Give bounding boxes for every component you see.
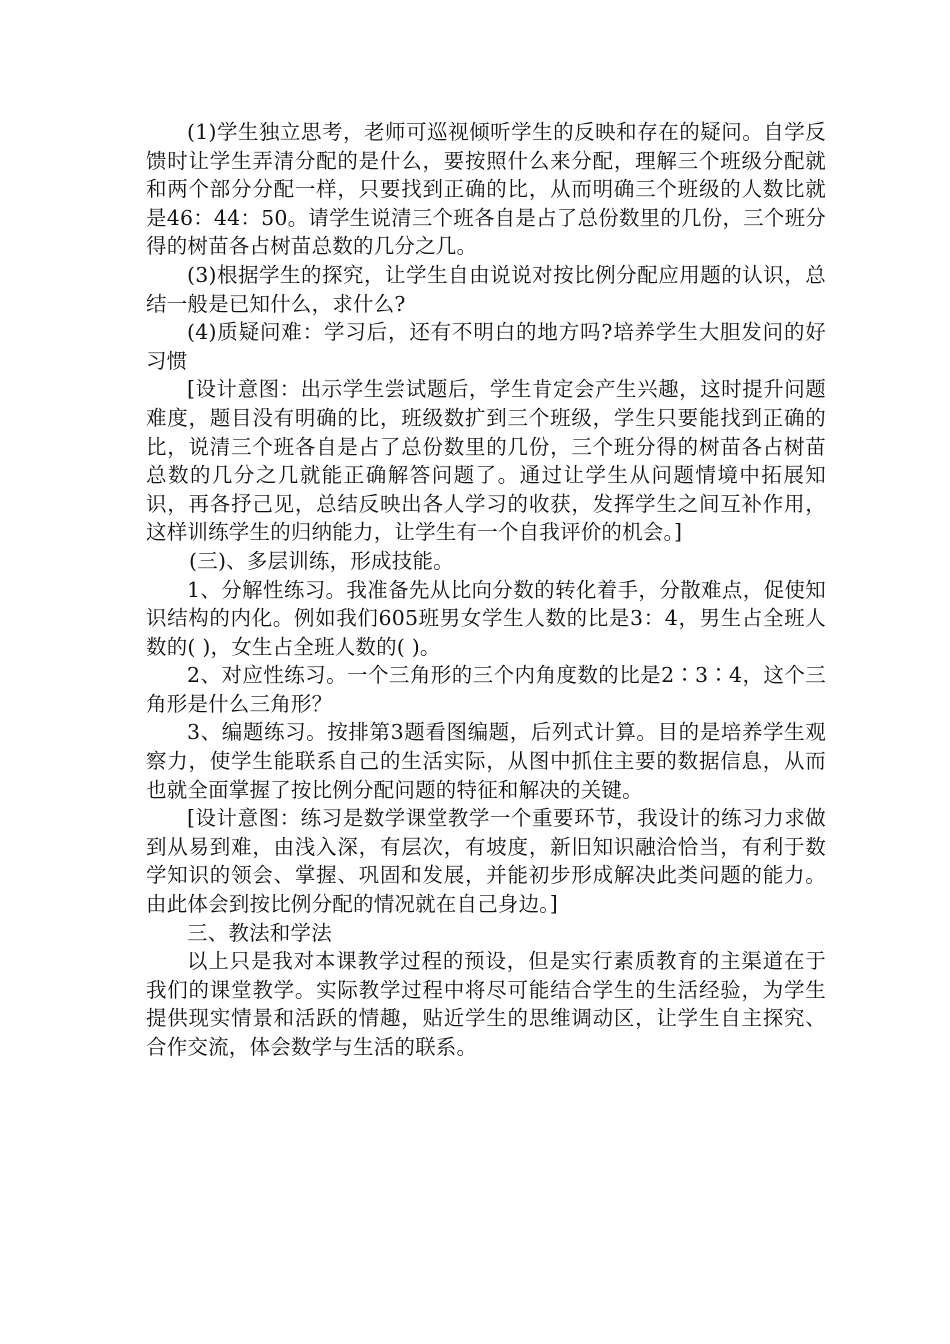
paragraph-step-1: (1)学生独立思考，老师可巡视倾听学生的反映和存在的疑问。自学反馈时让学生弄清分配的是什么，要按照什么来分配，理解三个班级分配就和两个部分分配一样，只要找到正确的比，从而明确三个班级的人数比就是46：44：50。请学生说清三个班各自是占了总份数里的几份，三个班分得的树苗各占树苗总数的几分之几。 [146,120,826,259]
paragraph-step-3: (3)根据学生的探究，让学生自由说说对按比例分配应用题的认识，总结一般是已知什么，求什么? [146,262,826,316]
paragraph-exercise-3: 3、编题练习。按排第3题看图编题，后列式计算。目的是培养学生观察力，使学生能联系自己的生活实际，从图中抓住主要的数据信息，从而也就全面掌握了按比例分配问题的特征和解决的关键。 [146,720,826,802]
paragraph-design-intent-2: [设计意图：练习是数学课堂教学一个重要环节，我设计的练习力求做到从易到难，由浅入深，有层次，有坡度，新旧知识融洽恰当，有利于数学知识的领会、掌握、巩固和发展，并能初步形成解决此类问题的能力。由此体会到按比例分配的情况就在自己身边。] [146,806,826,917]
paragraph-conclusion: 以上只是我对本课教学过程的预设，但是实行素质教育的主渠道在于我们的课堂教学。实际教学过程中将尽可能结合学生的生活经验，为学生提供现实情景和活跃的情趣，贴近学生的思维调动区，让学生自主探究、合作交流，体会数学与生活的联系。 [146,949,826,1059]
paragraph-exercise-2: 2、对应性练习。一个三角形的三个内角度数的比是2∶3∶4，这个三角形是什么三角形？ [146,663,826,716]
section-heading-methods: 三、教法和学法 [187,920,332,945]
section-heading-training: (三)、多层训练，形成技能。 [189,548,454,573]
document-body [146,118,826,1062]
paragraph-design-intent-1: [设计意图：出示学生尝试题后，学生肯定会产生兴趣，这时提升问题难度，题目没有明确的比，班级数扩到三个班级，学生只要能找到正确的比，说清三个班各自是占了总份数里的几份，三个班分得的树苗各占树苗总数的几分之几就能正确解答问题了。通过让学生从问题情境中拓展知识，再各抒己见，总结反映出各人学习的收获，发挥学生之间互补作用，这样训练学生的归纳能力，让学生有一个自我评价的机会。] [146,377,826,545]
paragraph-step-4: (4)质疑问难：学习后，还有不明白的地方吗?培养学生大胆发问的好习惯 [146,320,826,373]
paragraph-exercise-1: 1、分解性练习。我准备先从比向分数的转化着手，分散难点，促使知识结构的内化。例如我们605班男女学生人数的比是3：4，男生占全班人数的( )，女生占全班人数的( )。 [146,577,826,659]
